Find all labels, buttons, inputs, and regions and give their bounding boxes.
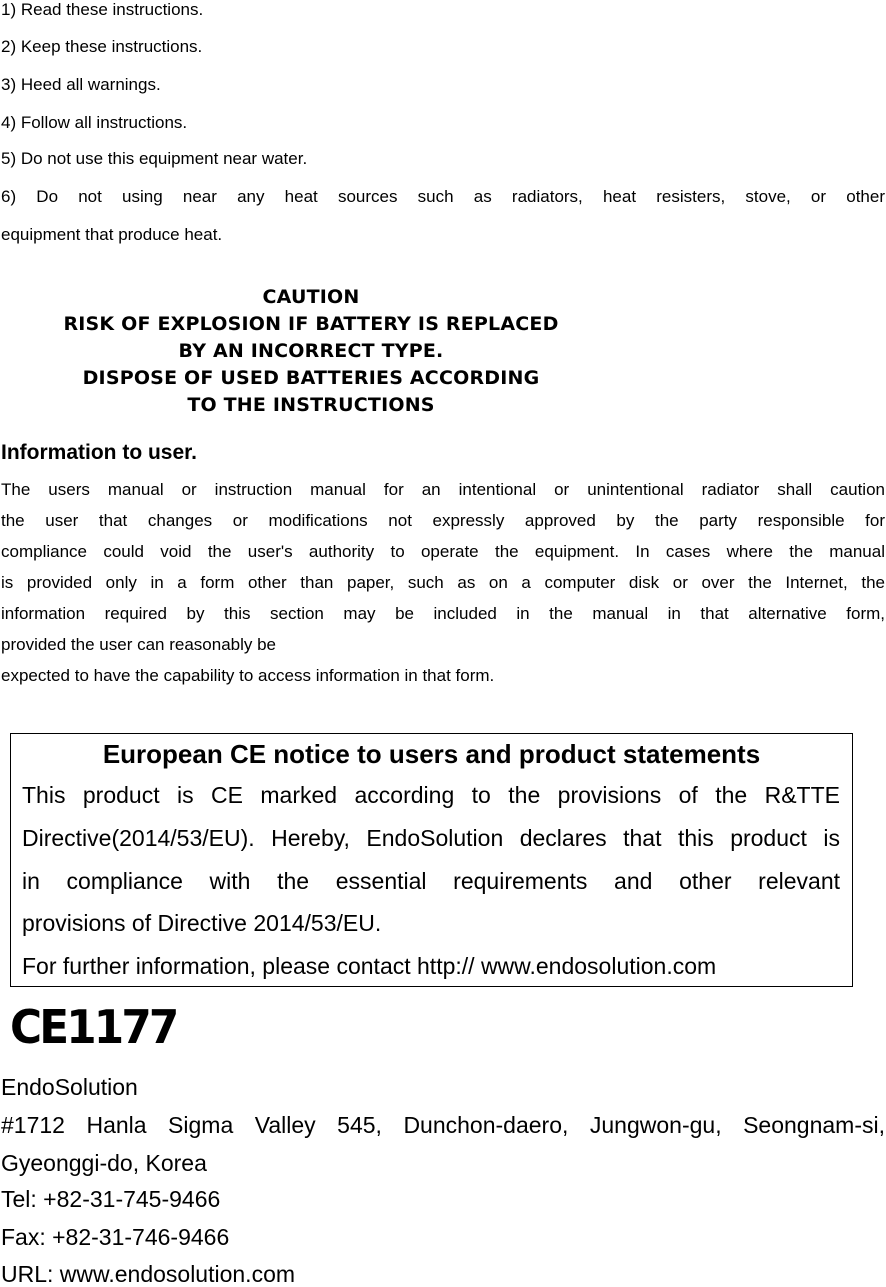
- info-line: expected to have the capability to access information in that form.: [1, 666, 495, 685]
- ce-notice-line: This product is CE marked according to the provisions of the R&TTE: [22, 782, 840, 808]
- ce-mark-logo: CE1177: [10, 1000, 177, 1054]
- ce-notice-box: [10, 733, 853, 987]
- info-line: is provided only in a form other than paper, such as on a computer disk or over the Internet, the: [1, 573, 885, 592]
- ce-contact-line: For further information, please contact http:// www.endosolution.com: [22, 953, 717, 979]
- info-line: provided the user can reasonably be: [1, 635, 277, 654]
- instruction-2: 2) Keep these instructions.: [1, 37, 203, 56]
- caution-line: TO THE INSTRUCTIONS: [187, 394, 435, 416]
- info-line: information required by this section may be included in the manual in that alternative form,: [1, 604, 885, 623]
- ce-notice-title: European CE notice to users and product statements: [102, 739, 761, 769]
- company-name: EndoSolution: [1, 1074, 138, 1100]
- company-tel: Tel: +82-31-745-9466: [1, 1186, 221, 1212]
- instruction-6: 6) Do not using near any heat sources such as radiators, heat resisters, stove, or other: [1, 187, 885, 206]
- info-line: the user that changes or modifications not expressly approved by the party responsible for: [1, 511, 885, 530]
- instruction-5: 5) Do not use this equipment near water.: [1, 149, 308, 168]
- info-title: Information to user.: [1, 441, 198, 464]
- caution-line: BY AN INCORRECT TYPE.: [178, 340, 444, 362]
- instruction-4: 4) Follow all instructions.: [1, 113, 188, 132]
- ce-notice-line: Directive(2014/53/EU). Hereby, EndoSolution declares that this product is: [22, 825, 840, 851]
- company-address-line1: #1712 Hanla Sigma Valley 545, Dunchon-daero, Jungwon-gu, Seongnam-si,: [1, 1112, 885, 1138]
- ce-notice-line: provisions of Directive 2014/53/EU.: [22, 910, 382, 936]
- company-url: URL: www.endosolution.com: [1, 1261, 296, 1287]
- instruction-1: 1) Read these instructions.: [1, 0, 204, 19]
- info-line: The users manual or instruction manual for an intentional or unintentional radiator shall caution: [1, 480, 885, 499]
- instruction-6-continued: equipment that produce heat.: [1, 225, 223, 244]
- battery-caution-label: [20, 284, 602, 419]
- company-address-line2: Gyeonggi-do, Korea: [1, 1150, 207, 1176]
- company-fax: Fax: +82-31-746-9466: [1, 1224, 230, 1250]
- caution-heading: CAUTION: [262, 286, 360, 308]
- ce-notice-line: in compliance with the essential requirements and other relevant: [22, 868, 840, 894]
- instruction-3: 3) Heed all warnings.: [1, 75, 161, 94]
- info-line: compliance could void the user's authority to operate the equipment. In cases where the manual: [1, 542, 885, 561]
- caution-line: RISK OF EXPLOSION IF BATTERY IS REPLACED: [63, 313, 559, 335]
- caution-line: DISPOSE OF USED BATTERIES ACCORDING: [82, 367, 540, 389]
